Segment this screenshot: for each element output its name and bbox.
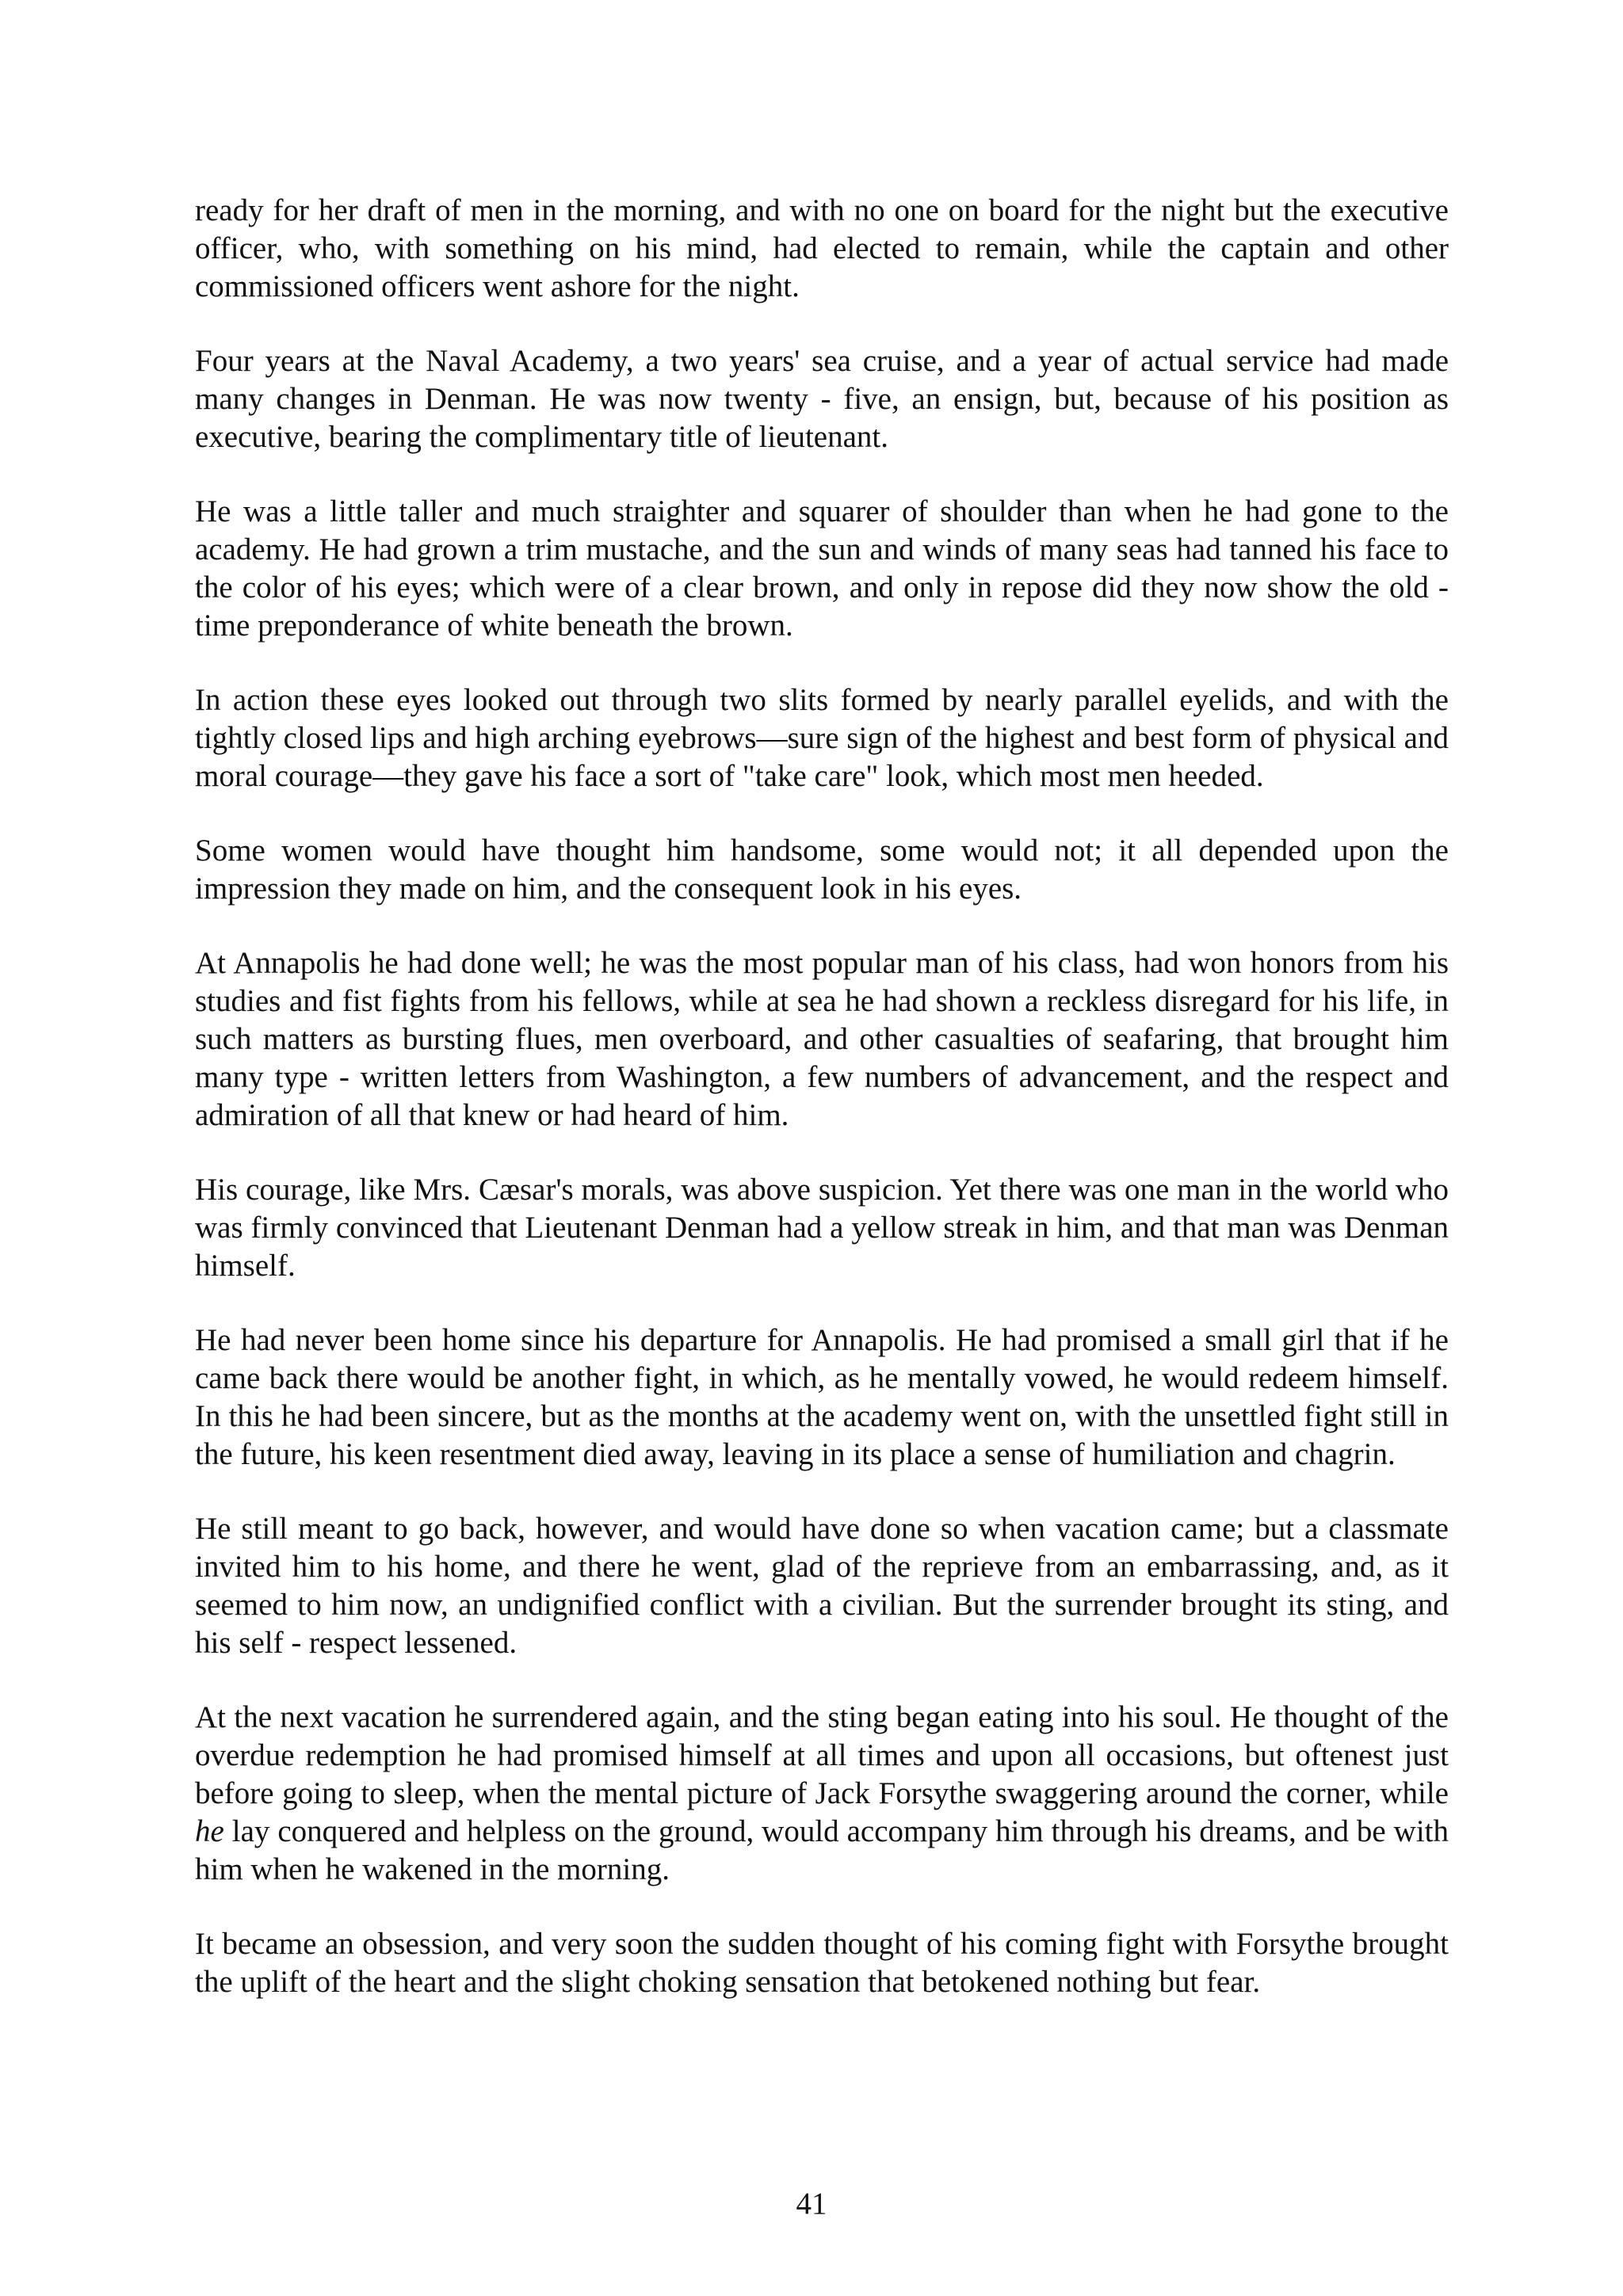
paragraph-3: He was a little taller and much straighter and squarer of shoulder than when he had gone to the academy. He had grown a trim mustache, and the sun and winds of many seas had tanned his face to the color of his eyes; which were of a clear brown, and only in repose did they now show the old - time preponderance of white beneath the brown. [195, 494, 1449, 643]
paragraph-7: His courage, like Mrs. Cæsar's morals, was above suspicion. Yet there was one man in the world who was firmly convinced that Lieutenant Denman had a yellow streak in him, and that man was Denman himself. [195, 1173, 1449, 1283]
paragraph-11: It became an obsession, and very soon the sudden thought of his coming fight with Forsythe brought the uplift of the heart and the slight choking sensation that betokened nothing but fear. [195, 1927, 1449, 1999]
paragraph-5: Some women would have thought him handsome, some would not; it all depended upon the impression they made on him, and the consequent look in his eyes. [195, 833, 1449, 906]
paragraph-2: Four years at the Naval Academy, a two years' sea cruise, and a year of actual service had made many changes in Denman. He was now twenty - five, an ensign, but, because of his position as executive, bearing the complimentary title of lieutenant. [195, 344, 1449, 454]
paragraph-4: In action these eyes looked out through two slits formed by nearly parallel eyelids, and with the tightly closed lips and high arching eyebrows—sure sign of the highest and best form of physical and moral courage—they gave his face a sort of "take care" look, which most men heeded. [195, 683, 1449, 793]
emphasized-word: he [195, 1814, 224, 1848]
paragraph-8: He had never been home since his departure for Annapolis. He had promised a small girl that if he came back there would be another fight, in which, as he mentally vowed, he would redeem himself. In this he had been sincere, but as the months at the academy went on, with the unsettled fight still in the future, his keen resentment died away, leaving in its place a sense of humiliation and chagrin. [195, 1323, 1449, 1471]
paragraph-9: He still meant to go back, however, and would have done so when vacation came; but a classmate invited him to his home, and there he went, glad of the reprieve from an embarrassing, and, as it seemed to him now, an undignified conflict with a civilian. But the surrender brought its sting, and his self - respect lessened. [195, 1512, 1449, 1660]
paragraph-10 [195, 1699, 1449, 1889]
paragraph-1: ready for her draft of men in the morning, and with no one on board for the night but the executive officer, who, with something on his mind, had elected to remain, while the captain and other commissioned officers went ashore for the night. [195, 193, 1449, 303]
paragraph-6: At Annapolis he had done well; he was the most popular man of his class, had won honors from his studies and fist fights from his fellows, while at sea he had shown a reckless disregard for his life, in such matters as bursting flues, men overboard, and other casualties of seafaring, that brought him many type - written letters from Washington, a few numbers of advancement, and the respect and admiration of all that knew or had heard of him. [195, 946, 1449, 1132]
paragraph-10-text-end: lay conquered and helpless on the ground, would accompany him through his dreams, and be with him when he wakened in the morning. [195, 1814, 1449, 1886]
page-body [195, 192, 1449, 2038]
paragraph-10-text-start: At the next vacation he surrendered again, and the sting began eating into his soul. He thought of the overdue redemption he had promised himself at all times and upon all occasions, but oftenest just before going to sleep, when the mental picture of Jack Forsythe swaggering around the corner, while [195, 1700, 1449, 1810]
page-number: 41 [796, 2187, 827, 2221]
